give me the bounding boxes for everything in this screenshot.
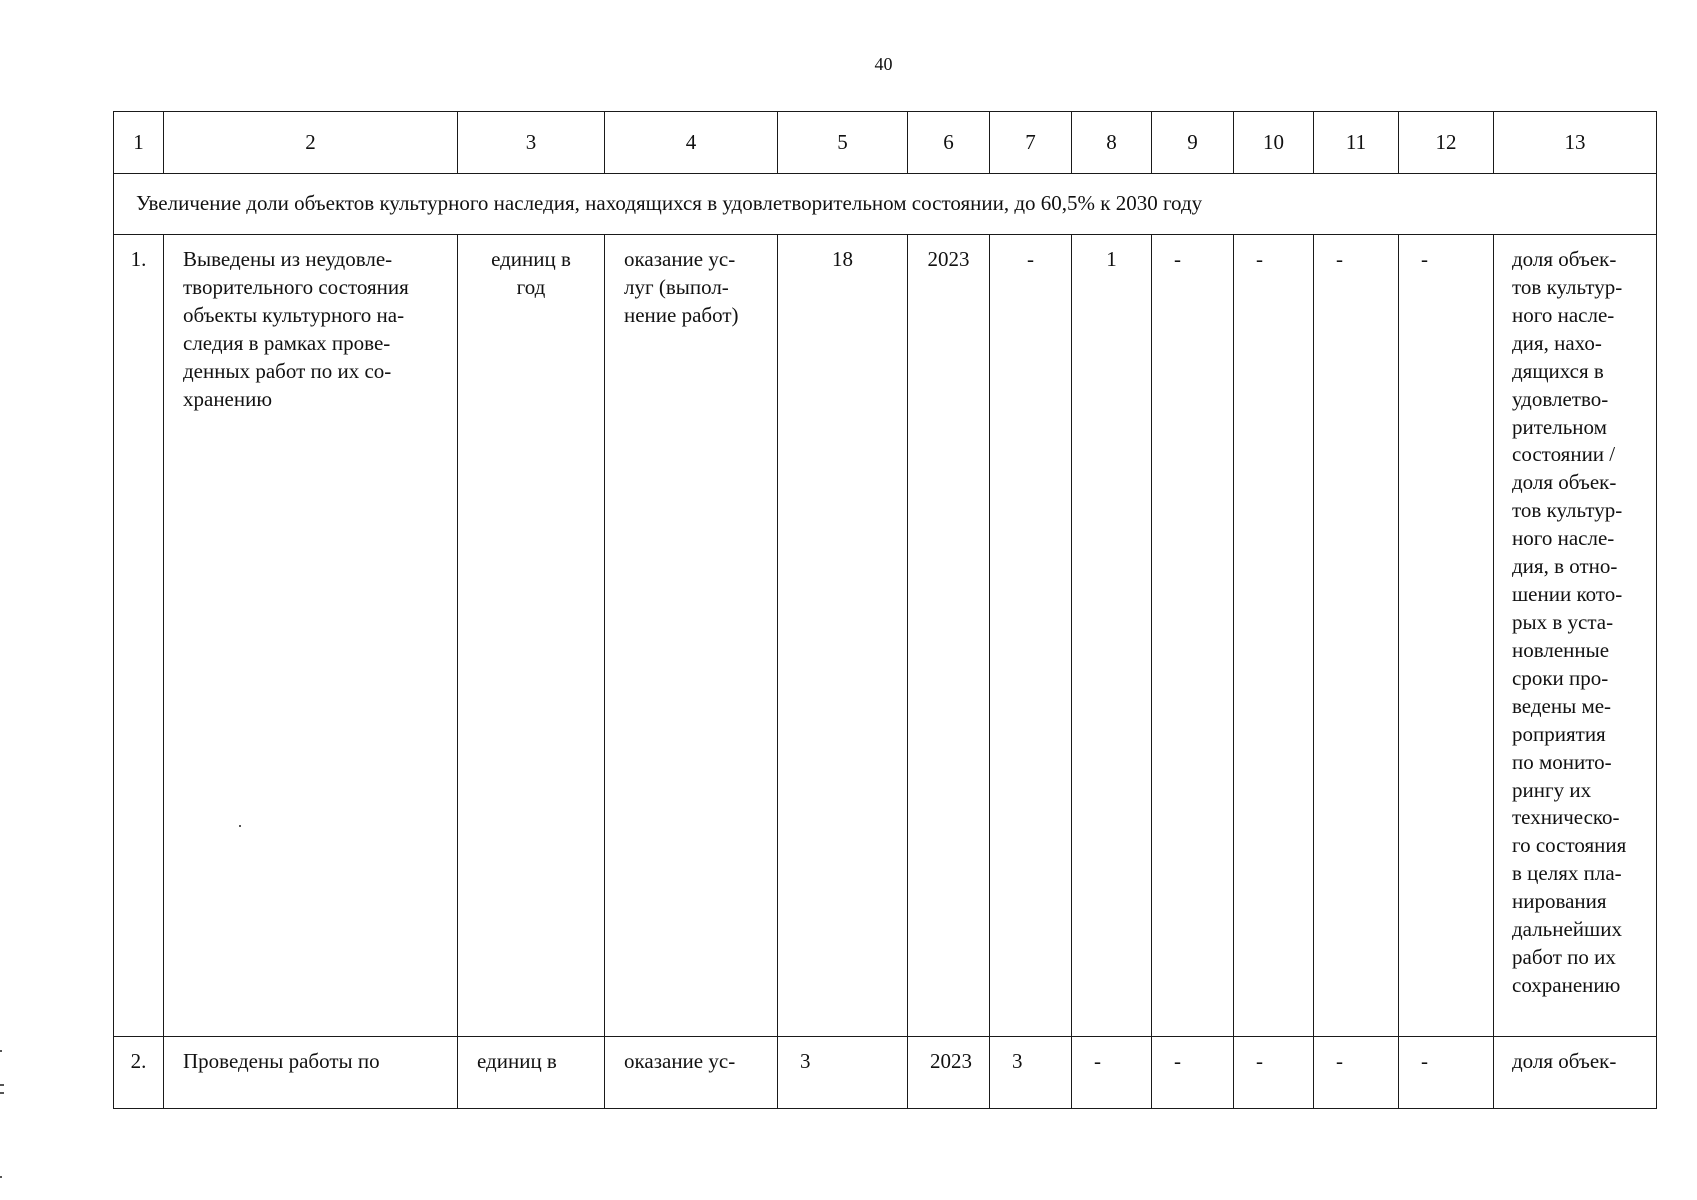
page-number: 40 <box>874 54 893 74</box>
indicator-name: Выведены из неудовле- творительного состояния объекты культурного на- следия в рамках прове- денных работ по их со- хранению <box>164 235 458 1037</box>
column-header: 2 <box>164 112 458 174</box>
goal-row <box>114 174 1657 235</box>
scan-speck <box>0 1050 2 1052</box>
unit-cell: единиц в <box>458 1037 605 1109</box>
column-header: 6 <box>908 112 990 174</box>
scan-speck <box>239 825 241 827</box>
cell-10: - <box>1234 235 1314 1037</box>
formula-cell: доля объек- <box>1494 1037 1657 1109</box>
cell-12: - <box>1399 1037 1494 1109</box>
row-number: 1. <box>114 235 164 1037</box>
cell-6: 2023 <box>908 1037 990 1109</box>
table-header-row <box>114 112 1657 174</box>
formula-cell: доля объек- тов культур- ного насле- дия, нахо- дящихся в удовлетво- рительном состоянии / доля объек- тов культур- ного насле- дия, в отно- шении кото- рых в уста- новленные сроки про- ведены ме- роприятия по монито- рингу их техническо- го состояния в целях пла- нирования дальнейших работ по их сохранению <box>1494 235 1657 1037</box>
column-header: 9 <box>1152 112 1234 174</box>
cell-10: - <box>1234 1037 1314 1109</box>
cell-5: 3 <box>778 1037 908 1109</box>
cell-8: 1 <box>1072 235 1152 1037</box>
table-row <box>114 235 1657 1037</box>
scan-speck <box>0 1176 2 1178</box>
column-header: 1 <box>114 112 164 174</box>
cell-11: - <box>1314 1037 1399 1109</box>
cell-8: - <box>1072 1037 1152 1109</box>
table-row <box>114 1037 1657 1109</box>
column-header: 10 <box>1234 112 1314 174</box>
cell-6: 2023 <box>908 235 990 1037</box>
cell-5: 18 <box>778 235 908 1037</box>
type-cell: оказание ус- <box>605 1037 778 1109</box>
column-header: 8 <box>1072 112 1152 174</box>
row-number: 2. <box>114 1037 164 1109</box>
column-header: 5 <box>778 112 908 174</box>
column-header: 11 <box>1314 112 1399 174</box>
scan-speck <box>0 1084 4 1086</box>
cell-9: - <box>1152 1037 1234 1109</box>
indicator-name: Проведены работы по <box>164 1037 458 1109</box>
type-cell: оказание ус- луг (выпол- нение работ) <box>605 235 778 1037</box>
goal-text: Увеличение доли объектов культурного наследия, находящихся в удовлетворительном состоянии, до 60,5% к 2030 году <box>114 174 1657 235</box>
indicators-table <box>113 111 1657 1109</box>
cell-7: 3 <box>990 1037 1072 1109</box>
column-header: 12 <box>1399 112 1494 174</box>
cell-9: - <box>1152 235 1234 1037</box>
cell-12: - <box>1399 235 1494 1037</box>
cell-7: - <box>990 235 1072 1037</box>
scan-speck <box>0 1092 4 1094</box>
column-header: 4 <box>605 112 778 174</box>
cell-11: - <box>1314 235 1399 1037</box>
column-header: 13 <box>1494 112 1657 174</box>
column-header: 7 <box>990 112 1072 174</box>
column-header: 3 <box>458 112 605 174</box>
unit-cell: единиц в год <box>458 235 605 1037</box>
